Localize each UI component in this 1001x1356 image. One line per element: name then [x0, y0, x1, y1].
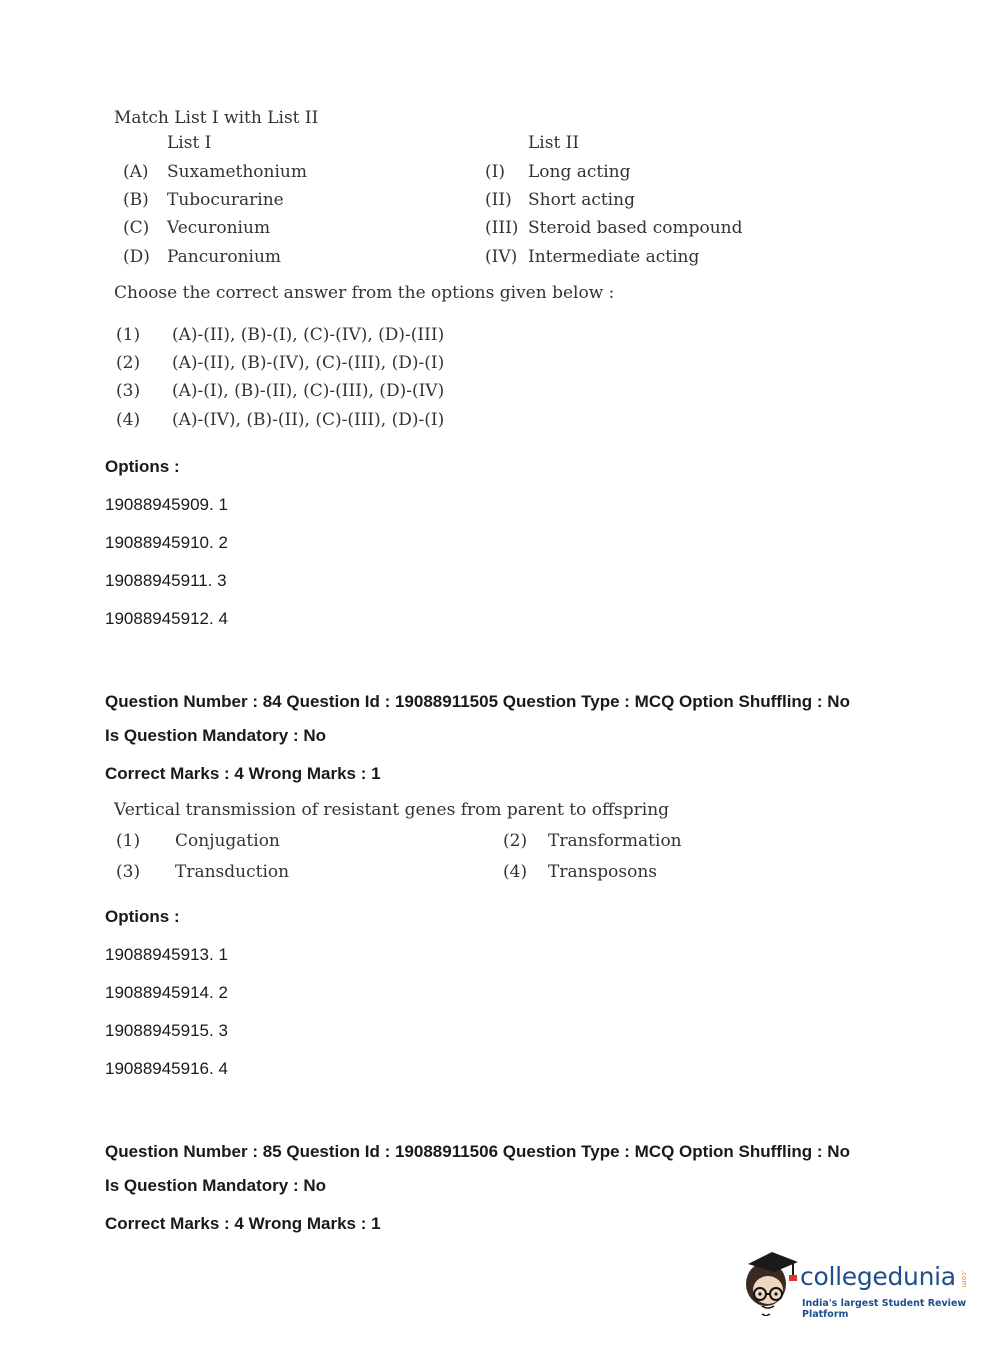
row-item: Pancuronium [167, 247, 282, 267]
choice-number: (2) [503, 831, 528, 851]
logo-wordmark: collegedunia [800, 1262, 956, 1291]
option-item: 19088945916. 4 [105, 1059, 228, 1078]
row-label: (C) [123, 218, 150, 238]
row-desc: Steroid based compound [528, 218, 743, 238]
choice-number: (3) [116, 862, 141, 882]
choice-number: (4) [503, 862, 528, 882]
question-marks: Correct Marks : 4 Wrong Marks : 1 [105, 764, 381, 783]
answer-text: (A)-(IV), (B)-(II), (C)-(III), (D)-(I) [172, 410, 445, 430]
question-marks: Correct Marks : 4 Wrong Marks : 1 [105, 1214, 381, 1233]
answer-number: (1) [116, 325, 141, 345]
answer-number: (3) [116, 381, 141, 401]
row-desc: Long acting [528, 162, 631, 182]
answer-text: (A)-(II), (B)-(IV), (C)-(III), (D)-(I) [172, 353, 445, 373]
logo-domain: .com [960, 1270, 968, 1288]
row-roman: (II) [485, 190, 512, 210]
logo-tagline: India's largest Student Review Platform [802, 1298, 967, 1320]
options-label: Options : [105, 907, 180, 926]
row-label: (A) [123, 162, 149, 182]
option-item: 19088945911. 3 [105, 571, 227, 590]
question-mandatory: Is Question Mandatory : No [105, 726, 327, 745]
row-desc: Intermediate acting [528, 247, 700, 267]
option-item: 19088945914. 2 [105, 983, 228, 1002]
answer-text: (A)-(I), (B)-(II), (C)-(III), (D)-(IV) [172, 381, 445, 401]
match-intro: Match List I with List II [114, 108, 319, 128]
collegedunia-logo [742, 1250, 972, 1320]
choice-text: Transduction [175, 862, 290, 882]
question-mandatory: Is Question Mandatory : No [105, 1176, 327, 1195]
option-item: 19088945910. 2 [105, 533, 228, 552]
row-label: (B) [123, 190, 149, 210]
answer-number: (4) [116, 410, 141, 430]
row-roman: (I) [485, 162, 505, 182]
mascot-icon [742, 1250, 800, 1316]
row-desc: Short acting [528, 190, 635, 210]
choice-text: Transposons [548, 862, 658, 882]
option-item: 19088945909. 1 [105, 495, 228, 514]
row-label: (D) [123, 247, 150, 267]
choose-instruction: Choose the correct answer from the options given below : [114, 283, 615, 303]
choice-number: (1) [116, 831, 141, 851]
row-roman: (III) [485, 218, 519, 238]
row-roman: (IV) [485, 247, 518, 267]
row-item: Vecuronium [167, 218, 271, 238]
answer-text: (A)-(II), (B)-(I), (C)-(IV), (D)-(III) [172, 325, 445, 345]
answer-number: (2) [116, 353, 141, 373]
row-item: Tubocurarine [167, 190, 284, 210]
option-item: 19088945912. 4 [105, 609, 228, 628]
question-text: Vertical transmission of resistant genes from parent to offspring [114, 800, 670, 820]
row-item: Suxamethonium [167, 162, 307, 182]
options-label: Options : [105, 457, 180, 476]
choice-text: Conjugation [175, 831, 280, 851]
question-header: Question Number : 84 Question Id : 19088911505 Question Type : MCQ Option Shuffling : No [105, 692, 850, 711]
option-item: 19088945913. 1 [105, 945, 228, 964]
list2-header: List II [528, 133, 580, 153]
option-item: 19088945915. 3 [105, 1021, 228, 1040]
question-header: Question Number : 85 Question Id : 19088911506 Question Type : MCQ Option Shuffling : No [105, 1142, 850, 1161]
choice-text: Transformation [548, 831, 682, 851]
list1-header: List I [167, 133, 212, 153]
